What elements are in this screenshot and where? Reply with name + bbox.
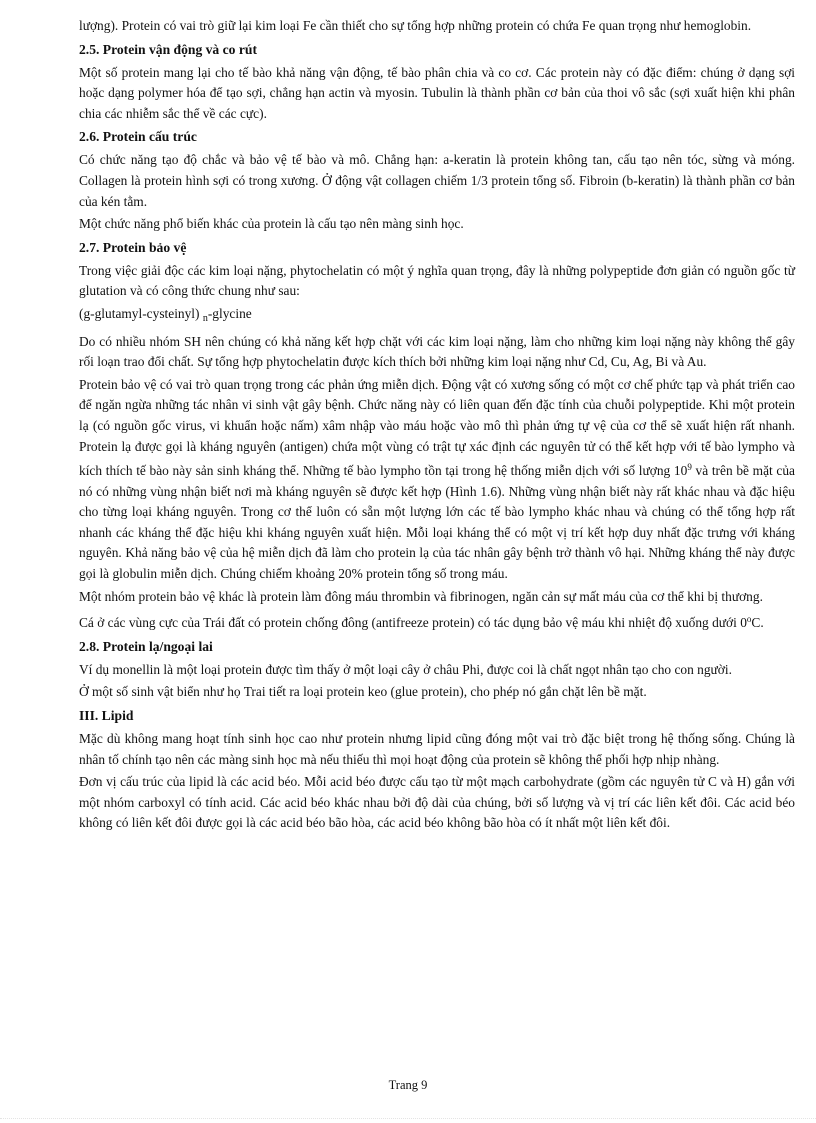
degree-superscript: o [746,614,752,625]
formula-line [79,304,795,330]
formula-subscript: n [202,312,208,324]
paragraph-sh-groups: Do có nhiều nhóm SH nên chúng có khả năng kết hợp chặt với các kim loại nặng, làm cho những kim loại nặng này không thể gây rối loạn trao đổi chất. Sự tổng hợp phytochelatin được kích thích bởi những kim loại nặng như Cd, Cu, Ag, Bi và Au. [79,333,795,370]
paragraph-lipid-intro: Mặc dù không mang hoạt tính sinh học cao như protein nhưng lipid cũng đóng một vai trò đặc biệt trong hệ thống sống. Chúng là nhân tố chính tạo nên các màng sinh học mà nếu thiếu thì mọi hoạt động của protein sẽ không thể phối hợp nhịp nhàng. [79,731,795,767]
immune-superscript: 9 [687,462,692,473]
heading-lipid: III. Lipid [79,708,134,724]
paragraph-membrane: Một chức năng phổ biến khác của protein là cấu tạo nên màng sinh học. [79,216,464,232]
paragraph-clotting: Một nhóm protein bảo vệ khác là protein làm đông máu thrombin và fibrinogen, ngăn cản sự mất máu của cơ thể khi bị thương. [79,588,763,604]
heading-2-8: 2.8. Protein lạ/ngoại lai [79,638,213,654]
document-page [79,16,795,836]
heading-2-5: 2.5. Protein vận động và co rút [79,41,257,57]
paragraph-fatty-acid: Đơn vị cấu trúc của lipid là các acid béo. Mỗi acid béo được cấu tạo từ một mạch carbohydrate (gồm các nguyên tử C và H) gắn với một nhóm carboxyl có tính acid. Các acid béo khác nhau bởi độ dài của chúng, bởi số lượng và vị trí các liên kết đôi. Các acid béo không có liên kết đôi được gọi là các acid béo bão hòa, các acid béo không bão hòa có ít nhất một liên kết đôi. [79,774,795,831]
paragraph-fe-protein: lượng). Protein có vai trò giữ lại kim loại Fe cần thiết cho sự tổng hợp những protein có chứa Fe quan trọng như hemoglobin. [79,18,752,33]
paragraph-monellin: Ví dụ monellin là một loại protein được tìm thấy ở một loại cây ở châu Phi, được coi là chất ngọt nhân tạo cho con người. [79,661,732,677]
heading-2-6: 2.6. Protein cấu trúc [79,129,197,145]
antifreeze-text-pre: Cá ở các vùng cực của Trái đất có protein chống đông (antifreeze protein) có tác dụng bảo vệ máu khi nhiệt độ xuống dưới 0 [79,615,747,631]
page-bottom-divider [0,1118,816,1119]
formula-post: -glycine [207,305,252,321]
page-number: Trang 9 [388,1078,428,1092]
paragraph-phytochelatin: Trong việc giải độc các kim loại nặng, phytochelatin có một ý nghĩa quan trọng, đây là những polypeptide đơn giản có nguồn gốc từ glutation và có công thức chung như sau: [79,262,795,299]
paragraph-motor-protein: Một số protein mang lại cho tế bào khả năng vận động, tế bào phân chia và co cơ. Các protein này có đặc điểm: chúng ở dạng sợi hoặc dạng polymer hóa để tạo sợi, chẳng hạn actin và myosin. Tubulin là thành phần cơ bản của thoi vô sắc (sợi xuất hiện khi phân chia các nhiễm sắc thể về các cực). [79,64,795,121]
paragraph-structural-protein: Có chức năng tạo độ chắc và bảo vệ tế bào và mô. Chẳng hạn: a-keratin là protein không tan, cấu tạo nên tóc, sừng và móng. Collagen là protein hình sợi có trong xương. Ở động vật collagen chiếm 1/3 protein tổng số. Fibroin (b-keratin) là thành phần cơ bản của kén tằm. [79,152,795,209]
paragraph-glue-protein: Ở một số sinh vật biển như họ Trai tiết ra loại protein keo (glue protein), cho phép nó gắn chặt lên bề mặt. [79,684,647,700]
antifreeze-text-post: C. [751,615,764,631]
immune-text-post: và trên bề mặt của nó có những vùng nhận biết nơi mà kháng nguyên sẽ được kết hợp (Hình 1.6). Những vùng nhận biết này rất khác nhau và đặc hiệu cho từng loại kháng nguyên. Trong cơ thể luôn có sẵn một lượng lớn các tế bào lympho khác nhau và chúng có thể tổng hợp rất nhanh các kháng thể đặc hiệu khi kháng nguyên xuất hiện. Mỗi loại kháng thể có một vị trí kết hợp duy nhất đặc trưng với kháng nguyên. Khả năng bảo vệ của hệ miễn dịch đã làm cho protein lạ của tác nhân gây bệnh trở thành vô hại. Những kháng thể này được gọi là globulin miễn dịch. Chúng chiếm khoảng 20% protein tổng số trong máu. [79,463,795,582]
immune-text-pre: Protein bảo vệ có vai trò quan trọng trong các phản ứng miễn dịch. Động vật có xương sống có một cơ chế phức tạp và phát triển cao để ngăn ngừa những tác nhân vi sinh vật gây bệnh. Chức năng này có liên quan đến đặc tính của chuỗi polypeptide. Khi một protein lạ (có nguồn gốc virus, vi khuẩn hoặc nấm) xâm nhập vào máu hoặc vào mô thì phản ứng tự vệ của cơ thể sẽ xuất hiện rất nhanh. Protein lạ được gọi là kháng nguyên (antigen) chứa một vùng có trật tự xác định các nguyên tử có thể kết hợp với tế bào lympho và kích thích tế bào này sản sinh kháng thể. Những tế bào lympho tồn tại trong hệ thống miễn dịch với số lượng 10 [79,376,795,479]
paragraph-antifreeze [79,609,795,634]
paragraph-immune [79,375,795,585]
heading-2-7: 2.7. Protein bảo vệ [79,239,187,255]
formula-pre: (g-glutamyl-cysteinyl) [79,305,203,321]
